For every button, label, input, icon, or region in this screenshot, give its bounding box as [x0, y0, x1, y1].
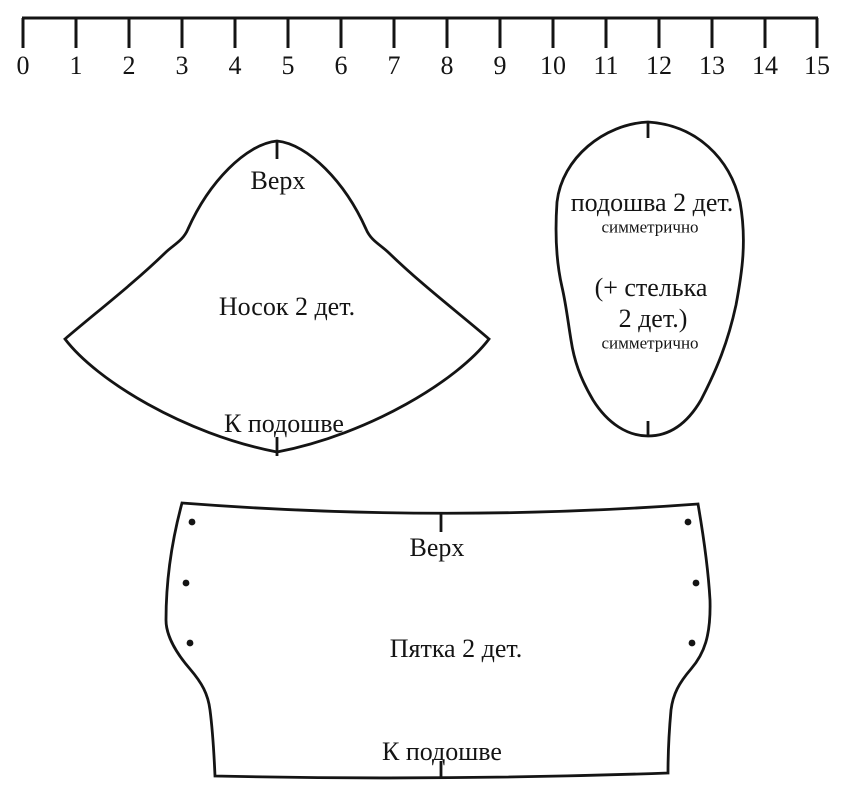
- toe-piece-name: Носок 2 дет.: [218, 292, 356, 321]
- ruler-number: 15: [804, 51, 830, 80]
- heel-top-edge-label: Верх: [409, 533, 465, 562]
- toe-bottom-edge-label: К подошве: [224, 409, 344, 438]
- ruler-number: 1: [69, 51, 83, 80]
- sole-symmetric-note-2: симметрично: [601, 333, 699, 353]
- ruler-number: 12: [646, 51, 672, 80]
- ruler-number: 8: [440, 51, 454, 80]
- ruler-number: 14: [752, 51, 778, 80]
- ruler-scale: [22, 18, 818, 48]
- sole-symmetric-note-1: симметрично: [601, 217, 699, 237]
- ruler-number: 7: [387, 51, 401, 80]
- heel-dot: [189, 519, 196, 526]
- ruler-number: 4: [228, 51, 242, 80]
- ruler-number: 10: [540, 51, 566, 80]
- ruler-number: 5: [281, 51, 295, 80]
- toe-top-edge-label: Верх: [250, 166, 306, 195]
- heel-piece-name: Пятка 2 дет.: [389, 634, 523, 663]
- heel-dot: [689, 640, 696, 647]
- heel-bottom-edge-label: К подошве: [382, 737, 502, 766]
- heel-dot: [693, 580, 700, 587]
- ruler-number: 6: [334, 51, 348, 80]
- heel-dot: [183, 580, 190, 587]
- sole-insole-note-line2: 2 дет.): [618, 304, 688, 333]
- ruler-number: 2: [122, 51, 136, 80]
- sole-insole-note-line1: (+ стелька: [594, 273, 708, 302]
- heel-dot: [187, 640, 194, 647]
- ruler-number: 3: [175, 51, 189, 80]
- ruler-number: 13: [699, 51, 725, 80]
- ruler-number: 0: [16, 51, 30, 80]
- heel-dot: [685, 519, 692, 526]
- sole-piece-name: подошва 2 дет.: [570, 188, 734, 217]
- ruler-number: 9: [493, 51, 507, 80]
- ruler-number: 11: [593, 51, 619, 80]
